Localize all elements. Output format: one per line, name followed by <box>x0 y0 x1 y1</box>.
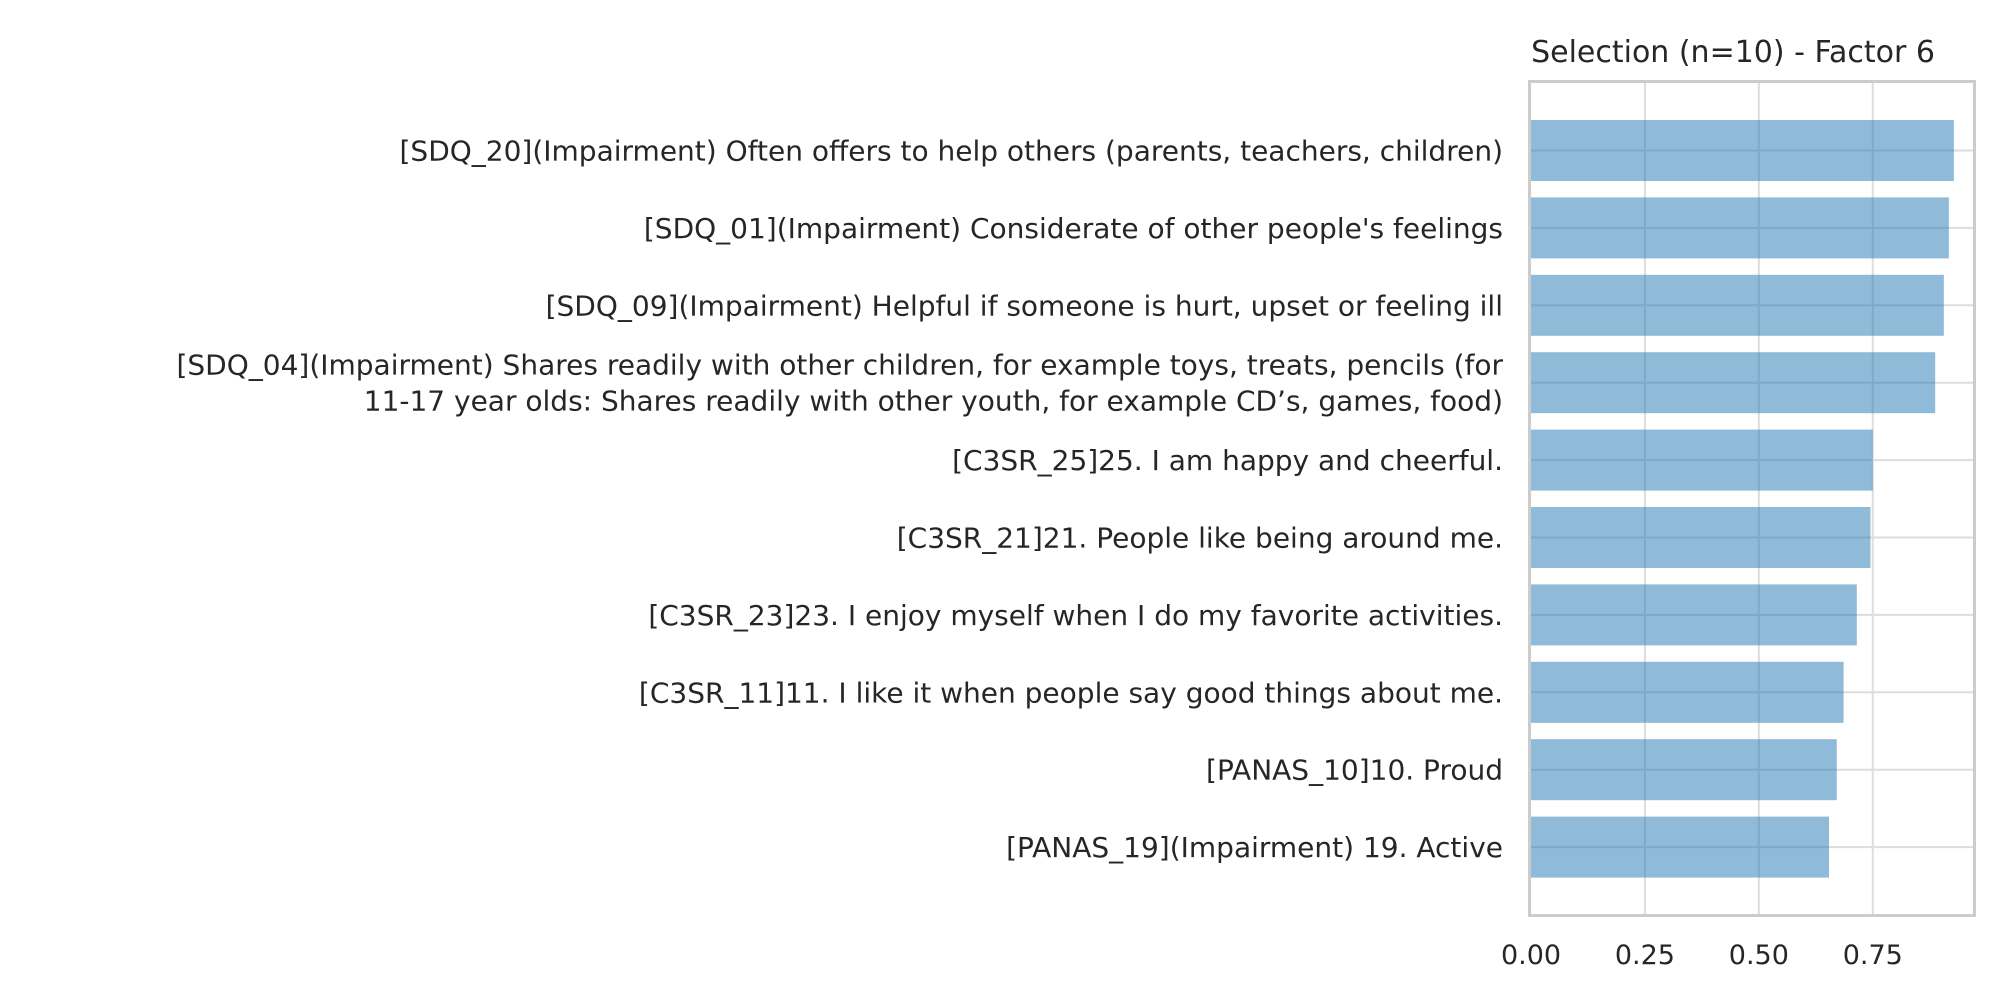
bars <box>1531 120 1954 878</box>
category-label: [C3SR_25]25. I am happy and cheerful. <box>952 444 1503 478</box>
chart-title: Selection (n=10) - Factor 6 <box>1531 35 1935 70</box>
category-label: [SDQ_01](Impairment) Considerate of other people's feelings <box>643 211 1503 245</box>
x-tick-label: 0.50 <box>1728 940 1789 971</box>
bar <box>1531 120 1954 181</box>
bar <box>1531 352 1935 413</box>
category-label: [C3SR_23]23. I enjoy myself when I do my favorite activities. <box>648 598 1503 632</box>
category-labels <box>176 135 1503 865</box>
x-tick-label: 0.25 <box>1614 940 1675 971</box>
bar <box>1531 739 1837 800</box>
category-label: [PANAS_19](Impairment) 19. Active <box>1006 831 1503 865</box>
category-label: [C3SR_11]11. I like it when people say good things about me. <box>638 676 1503 710</box>
category-label: [PANAS_10]10. Proud <box>1206 753 1503 787</box>
bar <box>1531 275 1944 336</box>
bar <box>1531 507 1870 568</box>
category-label: [C3SR_21]21. People like being around me. <box>896 521 1503 555</box>
bar <box>1531 584 1857 645</box>
category-label: [SDQ_20](Impairment) Often offers to help others (parents, teachers, children) <box>399 134 1503 168</box>
bar <box>1531 662 1844 723</box>
x-tick-label: 0.00 <box>1500 940 1562 971</box>
bar <box>1531 197 1949 258</box>
category-label: [SDQ_09](Impairment) Helpful if someone is hurt, upset or feeling ill <box>545 289 1503 323</box>
x-tick-label: 0.75 <box>1842 940 1903 971</box>
bar <box>1531 817 1829 878</box>
bar <box>1531 430 1873 491</box>
x-tick-labels <box>1501 940 1903 971</box>
category-label: [SDQ_04](Impairment) Shares readily with other children, for example toys, treats, pencils (for 11-17 year olds: Shares readily with other youth, for example CD’s, games, food) <box>176 348 1503 418</box>
